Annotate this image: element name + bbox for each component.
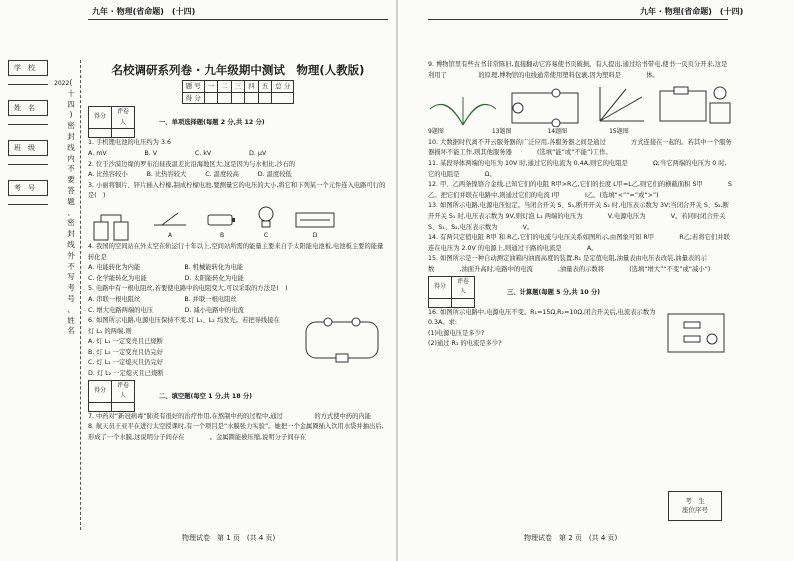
- battery-icon: [204, 207, 240, 231]
- seat-label-2: 座位序号: [682, 506, 708, 514]
- seal-char: 封: [67, 229, 75, 239]
- school-field[interactable]: [8, 60, 48, 76]
- exam-number-line: [8, 204, 48, 205]
- grader-score-cell[interactable]: [429, 298, 452, 307]
- score-table-row: [182, 92, 294, 104]
- grader-reviewer-cell[interactable]: [112, 402, 135, 411]
- seal-char: 、: [67, 304, 75, 314]
- score-table-header-cell: 三: [231, 81, 245, 93]
- school-label: 学 校: [14, 64, 35, 72]
- seal-char: 内: [67, 153, 75, 163]
- footer-right: 物理试卷 第 2 页 (共 4 页): [524, 534, 618, 542]
- grader-box-3: [428, 276, 475, 308]
- figure-a: [150, 207, 190, 242]
- q3-figures: [88, 202, 388, 242]
- question-line: 14. 有两只定值电阻 R甲 和 R乙,它们的电流与电压关系如图所示,由图象可知 R甲 R乙;若将它们并联连在电压为 2.0V 的电源上,则通过干路的电流是 A。: [428, 234, 730, 252]
- seal-char: (: [69, 78, 73, 87]
- question-line: 7. 中药对“新冠病毒”肺炎有很好的治疗作用,在熬制中药的过程中,通过 的方式使中药的内能: [88, 412, 372, 420]
- question-line: A. 灯 L₁ 一定变亮且已烧断: [88, 338, 163, 346]
- seal-char: 号: [67, 293, 75, 303]
- question-line: 10. 大数据时代离不开云服务器的广泛应用,各服务器之间是通过 方式连接在一起的。若其中一个服务器损坏不能工作,则其他服务器 (选填“能”或“不能”)工作。: [428, 138, 732, 157]
- figure-c: [254, 205, 278, 242]
- question-line: B. 灯 L₂ 一定变亮且仍完好: [88, 348, 164, 356]
- figure-label: C: [263, 232, 269, 240]
- score-row-label: 得 分: [182, 92, 204, 104]
- question-line: 6. 如图所示电路,电源电压保持不变,灯 L₁、L₂ 均发光。若把导线接在: [88, 317, 280, 325]
- name-line: [8, 124, 48, 125]
- seal-char: 考: [67, 283, 75, 293]
- score-table: [182, 80, 295, 104]
- question-line: 2. 位于沙漠边缘的罗布泊昼夜温差比沿海地区大,这是因为与水相比,沙石的: [88, 160, 296, 168]
- q6-text: [88, 316, 298, 380]
- name-field[interactable]: [8, 100, 48, 116]
- bulb-icon: [254, 205, 278, 231]
- q6-circuit-icon: [298, 316, 388, 366]
- header-rule-right: [428, 19, 728, 20]
- footer-left: 物理试卷 第 1 页 (共 4 页): [182, 534, 276, 542]
- score-cell[interactable]: [218, 92, 232, 104]
- seal-char: ): [69, 110, 73, 120]
- class-line: [8, 164, 48, 165]
- score-cell[interactable]: [231, 92, 245, 104]
- grader-score-label: 得分: [89, 380, 112, 402]
- question-line: 5. 电路中有一根电阻丝,若要使电路中的电阻变大,可以采取的方法是( ): [88, 285, 288, 293]
- section-2-heading: 二、填空题(每空 1 分,共 18 分): [159, 392, 253, 400]
- grader-score-cell[interactable]: [89, 402, 112, 411]
- figure-b: [204, 207, 240, 242]
- seal-char: 十: [67, 88, 75, 98]
- seal-char: 封: [67, 131, 75, 141]
- grader-reviewer-label: 评卷人: [112, 380, 135, 402]
- grader-reviewer-cell[interactable]: [452, 298, 475, 307]
- name-label: 姓 名: [14, 104, 35, 112]
- figure-d: [292, 207, 338, 242]
- page-fold: [396, 0, 398, 561]
- seal-char: 密: [67, 121, 75, 131]
- fuel-gauge-circuit-icon: [656, 83, 732, 127]
- seal-char: 线: [67, 239, 75, 249]
- question-line: 11. 某段导体两端的电压为 10V 时,通过它的电流为 0.4A,则它的电阻是 Ω;当它两端的电压为 0 时,它的电阻是 Ω。: [428, 159, 727, 178]
- exam-number-field[interactable]: [8, 180, 48, 196]
- score-table-header-cell: 总 分: [272, 81, 294, 93]
- figure-label: A: [167, 232, 173, 240]
- question-line: 4. 我国的空间站在外太空在轨运行十年以上,空间站所需的能量主要来自于太阳能电池板,电池板主要的能量转化是: [88, 242, 384, 261]
- seat-number-box[interactable]: [668, 491, 722, 521]
- q16-circuit-icon: [662, 308, 732, 358]
- seal-char: 、: [67, 207, 75, 217]
- seal-char: 不: [67, 261, 75, 271]
- question-line: 8. 航天员王亚平在进行太空授课时,有一个项目是“水膜张力实验”。她把一个金属圈插入饮用水袋并抽出后,形成了一个水膜,这说明分子间存在 。金属圈能被压缩,说明分子间存在: [88, 423, 384, 442]
- question-line: 12. 甲、乙两条镍铬合金线,已知它们的电阻 R甲>R乙,它们的长度 L甲=L乙,则它们的横截面积 S甲 S乙。把它们并联在电路中,则通过它们的电流 I甲 I乙。(选填“<”“=”或“>”): [428, 181, 732, 199]
- exam-title: 名校调研系列卷 · 九年级期中测试 物理(人教版): [111, 63, 365, 77]
- seal-char: 密: [67, 218, 75, 228]
- score-table-header: [182, 81, 294, 93]
- question-line: (1)电源电压是多少?: [428, 329, 485, 337]
- seal-char: 写: [67, 272, 75, 282]
- question-line: A. mV B. V C. kV D. μV: [88, 149, 267, 157]
- grader-reviewer-label: 评卷人: [112, 107, 135, 129]
- score-table-header-cell: 一: [204, 81, 218, 93]
- grader-score-label: 得分: [89, 107, 112, 129]
- score-cell[interactable]: [258, 92, 272, 104]
- question-line: D. 灯 L₂ 一定熄灭且已烧断: [88, 370, 164, 378]
- seal-char: 要: [67, 175, 75, 185]
- score-table-header-cell: 二: [218, 81, 232, 93]
- header-rule-left: [88, 19, 388, 20]
- q16-text: [428, 308, 662, 358]
- score-cell[interactable]: [272, 92, 294, 104]
- question-line: 16. 如图所示电路中,电源电压不变。R₁=15Ω,R₂=10Ω,闭合开关后,电流表示数为 0.3A。求:: [428, 308, 656, 327]
- grader-reviewer-label: 评卷人: [452, 276, 475, 298]
- header-right: 九年 · 物理(省命题) (十四): [640, 7, 744, 16]
- switch-icon: [150, 207, 190, 231]
- score-table-header-cell: 四: [245, 81, 259, 93]
- grader-box-2: [88, 380, 135, 412]
- q6-block: [88, 316, 388, 380]
- seal-char: 不: [67, 164, 75, 174]
- score-cell[interactable]: [245, 92, 259, 104]
- question-line: 3. 小丽将铜片、锌片插入柠檬,制成柠檬电池,要测量它的电压的大小,将它和下列某一个元件连入电路可行的是( ): [88, 181, 386, 200]
- question-line: A. 比热容较小 B. 比热容较大 C. 温度较高 D. 温度较低: [88, 171, 292, 179]
- figures-row: [428, 81, 732, 127]
- score-cell[interactable]: [204, 92, 218, 104]
- voltmeter-icon: [292, 207, 338, 231]
- seal-char: 外: [67, 250, 75, 260]
- q13-circuit-icon: [506, 87, 582, 127]
- question-line: A. 串联一根电阻丝 B. 并联一根电阻丝: [88, 295, 237, 303]
- score-table-header-cell: 题 号: [182, 81, 204, 93]
- question-line: A. 电能转化为内能 B. 机械能转化为电能: [88, 264, 244, 272]
- section-3-heading: 三、计算题(每题 5 分,共 10 分): [507, 288, 601, 296]
- iu-graph-icon: [592, 83, 646, 127]
- seal-dashed-line: [80, 60, 81, 530]
- question-line: C. 化学能转化为电能 D. 太阳能转化为电能: [88, 274, 244, 282]
- figure-label: B: [219, 232, 225, 240]
- lemon-battery-icon: [88, 212, 136, 242]
- exam-number-label: 考 号: [14, 184, 35, 192]
- figure-lemon-battery: [88, 212, 136, 242]
- seat-label-1: 考 生: [685, 497, 705, 505]
- figure-captions: 9题图 13题图 14题图 15题图: [428, 128, 629, 136]
- question-line: 15. 如图所示是一种自动测定油箱内油面高度的装置,R₁ 是定值电阻,油量表由电压表改装,油量表的示数 ,油面升高时,电路中的电流 ,油量表的示数将 (选填“增大”“不变”或“减小”): [428, 255, 711, 273]
- seal-line-notice: [66, 78, 76, 337]
- question-line: 9. 博物馆里有些古书非常陈旧,直接翻动它容易使书页破损。有人提出,通过给书带电,使书一页页分开来,这是利用了 的原理,博物馆的电线通常使用塑料包裹,因为塑料是 体。: [428, 61, 728, 79]
- question-line: 1. 手机锂电池的电压约为 3.6: [88, 139, 171, 147]
- seal-char: 答: [67, 185, 75, 195]
- seal-char: 题: [67, 196, 75, 206]
- grader-score-cell[interactable]: [89, 129, 112, 138]
- left-column: [88, 62, 388, 444]
- grader-box-1: [88, 106, 135, 138]
- class-field[interactable]: [8, 140, 48, 156]
- question-line: 灯 L₁ 的两端,则: [88, 327, 132, 335]
- seal-char: 姓: [67, 315, 75, 325]
- seal-char: 四: [67, 99, 75, 109]
- section-1-heading: 一、单项选择题(每题 2 分,共 12 分): [159, 119, 265, 127]
- question-line: (2)通过 R₁ 的电流是多少?: [428, 340, 502, 348]
- right-column: [428, 60, 732, 358]
- seal-char: 名: [67, 326, 75, 336]
- school-line: [8, 84, 48, 85]
- figure-label: D: [312, 232, 318, 240]
- question-line: C. 增大电路两端的电压 D. 减小电路中的电流: [88, 306, 244, 314]
- header-left: 九年 · 物理(省命题) (十四): [92, 7, 196, 16]
- grader-reviewer-cell[interactable]: [112, 129, 135, 138]
- open-book-icon: [428, 87, 496, 127]
- score-table-header-cell: 五: [258, 81, 272, 93]
- vertical-year: 2022: [54, 80, 70, 87]
- question-line: C. 灯 L₁ 一定熄灭且仍完好: [88, 359, 164, 367]
- class-label: 班 级: [14, 144, 35, 152]
- q16-block: [428, 308, 732, 358]
- question-line: 13. 如图所示电路,电源电压恒定。当闭合开关 S、S₁,断开开关 S₂ 时,电压表示数为 3V;当闭合开关 S、S₂,断开开关 S₁ 时,电压表示数为 9V,则灯泡 L₁ 两端的电压为 V,电源电压为 V。若同时闭合开关 S、S₁、S₂,电压表示数为 V。: [428, 202, 730, 231]
- seal-char: 线: [67, 142, 75, 152]
- grader-score-label: 得分: [429, 276, 452, 298]
